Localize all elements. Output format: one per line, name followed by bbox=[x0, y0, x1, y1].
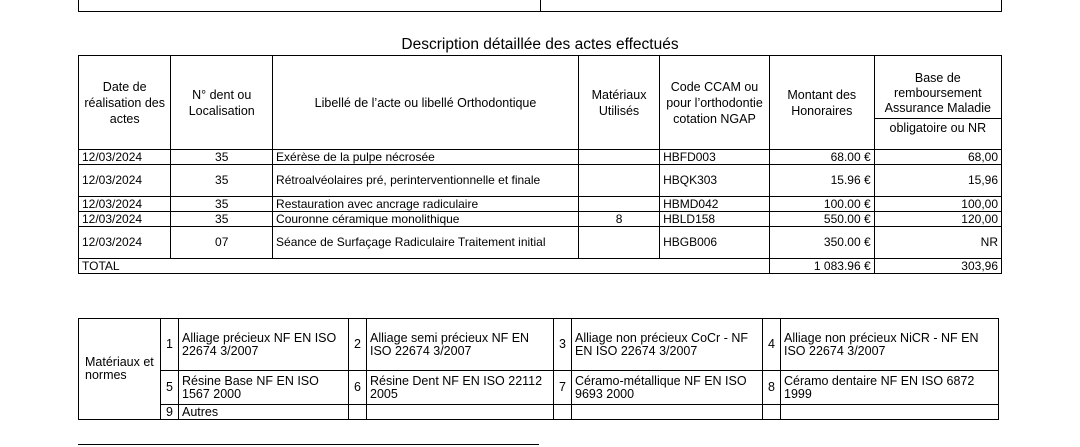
material-number: 2 bbox=[349, 319, 367, 371]
materials-table bbox=[78, 318, 999, 420]
materials-row bbox=[79, 319, 999, 371]
material-number: 9 bbox=[161, 405, 179, 420]
row-tooth: 35 bbox=[171, 197, 273, 212]
row-base: 120,00 bbox=[874, 212, 1001, 227]
row-label: Exérèse de la pulpe nécrosée bbox=[273, 150, 579, 165]
material-label: Alliage semi précieux NF EN ISO 22674 3/2007 bbox=[367, 319, 554, 371]
row-date: 12/03/2024 bbox=[79, 165, 171, 197]
header-base bbox=[874, 56, 1001, 150]
acts-header-row bbox=[79, 56, 1002, 150]
material-number: 4 bbox=[763, 319, 781, 371]
material-label: Céramo-métallique NF EN ISO 9693 2000 bbox=[572, 371, 763, 405]
material-number: 1 bbox=[161, 319, 179, 371]
total-amount: 1 083.96 € bbox=[769, 259, 874, 274]
materials-header: Matériaux et normes bbox=[79, 319, 161, 420]
header-date: Date de réalisation des actes bbox=[79, 56, 171, 150]
row-amount: 100.00 € bbox=[769, 197, 874, 212]
material-label: Alliage non précieux CoCr - NF EN ISO 22674 3/2007 bbox=[572, 319, 763, 371]
row-tooth: 35 bbox=[171, 212, 273, 227]
total-base: 303,96 bbox=[874, 259, 1001, 274]
header-amount: Montant des Honoraires bbox=[769, 56, 874, 150]
material-label: Résine Dent NF EN ISO 22112 2005 bbox=[367, 371, 554, 405]
total-row bbox=[79, 259, 1002, 274]
row-material: 8 bbox=[578, 212, 659, 227]
row-base: NR bbox=[874, 227, 1001, 259]
row-date: 12/03/2024 bbox=[79, 227, 171, 259]
header-tooth: N° dent ou Localisation bbox=[171, 56, 273, 150]
material-number: 5 bbox=[161, 371, 179, 405]
material-label: Céramo dentaire NF EN ISO 6872 1999 bbox=[781, 371, 999, 405]
table-row bbox=[79, 165, 1002, 197]
materials-row bbox=[79, 371, 999, 405]
row-code: HBQK303 bbox=[660, 165, 770, 197]
row-tooth: 35 bbox=[171, 165, 273, 197]
row-material bbox=[578, 150, 659, 165]
row-label: Restauration avec ancrage radiculaire bbox=[273, 197, 579, 212]
header-base-top: Base de remboursement Assurance Maladie bbox=[884, 70, 991, 115]
total-label: TOTAL bbox=[79, 259, 770, 274]
row-code: HBLD158 bbox=[660, 212, 770, 227]
row-material bbox=[578, 165, 659, 197]
material-label: Résine Base NF EN ISO 1567 2000 bbox=[179, 371, 349, 405]
row-base: 68,00 bbox=[874, 150, 1001, 165]
row-base: 100,00 bbox=[874, 197, 1001, 212]
empty-cell bbox=[554, 405, 572, 420]
acts-table bbox=[78, 55, 1002, 274]
materials-row bbox=[79, 405, 999, 420]
row-base: 15,96 bbox=[874, 165, 1001, 197]
material-label: Autres bbox=[179, 405, 349, 420]
top-form-box bbox=[78, 0, 1002, 12]
row-tooth: 07 bbox=[171, 227, 273, 259]
table-row bbox=[79, 150, 1002, 165]
row-amount: 68.00 € bbox=[769, 150, 874, 165]
row-date: 12/03/2024 bbox=[79, 197, 171, 212]
row-tooth: 35 bbox=[171, 150, 273, 165]
empty-cell bbox=[572, 405, 763, 420]
material-label: Alliage précieux NF EN ISO 22674 3/2007 bbox=[179, 319, 349, 371]
row-code: HBMD042 bbox=[660, 197, 770, 212]
material-number: 7 bbox=[554, 371, 572, 405]
header-label: Libellé de l’acte ou libellé Orthodontique bbox=[273, 56, 579, 150]
row-amount: 15.96 € bbox=[769, 165, 874, 197]
row-material bbox=[578, 197, 659, 212]
empty-cell bbox=[781, 405, 999, 420]
row-label: Séance de Surfaçage Radiculaire Traitement initial bbox=[273, 227, 579, 259]
row-amount: 350.00 € bbox=[769, 227, 874, 259]
section-title: Description détaillée des actes effectués bbox=[401, 36, 679, 53]
signature-line bbox=[78, 444, 539, 445]
material-number: 6 bbox=[349, 371, 367, 405]
table-row bbox=[79, 197, 1002, 212]
material-label: Alliage non précieux NiCR - NF EN ISO 22674 3/2007 bbox=[781, 319, 999, 371]
row-label: Couronne céramique monolithique bbox=[273, 212, 579, 227]
empty-cell bbox=[349, 405, 367, 420]
header-code: Code CCAM ou pour l’orthodontie cotation NGAP bbox=[660, 56, 770, 150]
material-number: 8 bbox=[763, 371, 781, 405]
header-base-bottom: obligatoire ou NR bbox=[875, 118, 1001, 136]
top-box-divider bbox=[540, 0, 541, 11]
row-code: HBFD003 bbox=[660, 150, 770, 165]
empty-cell bbox=[763, 405, 781, 420]
row-amount: 550.00 € bbox=[769, 212, 874, 227]
row-code: HBGB006 bbox=[660, 227, 770, 259]
material-number: 3 bbox=[554, 319, 572, 371]
empty-cell bbox=[367, 405, 554, 420]
row-date: 12/03/2024 bbox=[79, 150, 171, 165]
row-label: Rétroalvéolaires pré, perinterventionnelle et finale bbox=[273, 165, 579, 197]
table-row bbox=[79, 227, 1002, 259]
row-material bbox=[578, 227, 659, 259]
table-row bbox=[79, 212, 1002, 227]
row-date: 12/03/2024 bbox=[79, 212, 171, 227]
header-materials: Matériaux Utilisés bbox=[578, 56, 659, 150]
